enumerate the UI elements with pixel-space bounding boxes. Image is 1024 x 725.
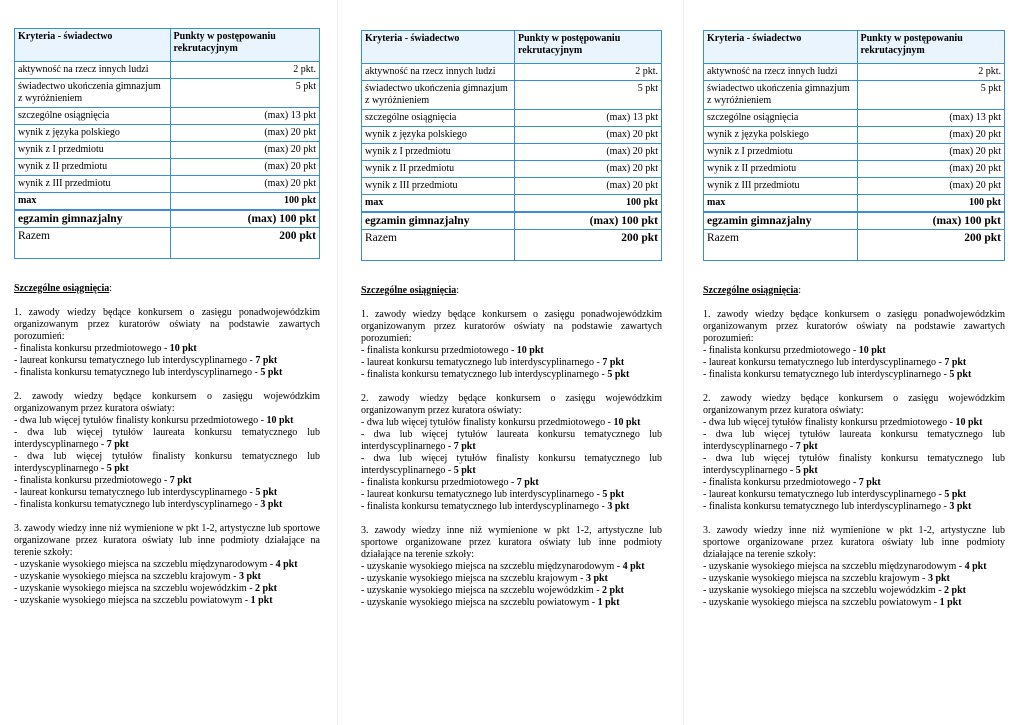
achievement-points: 3 pkt [927,573,950,584]
table-row [15,79,320,108]
achievement-item [703,417,1005,429]
row-label: max [362,195,515,213]
achievement-points: 4 pkt [964,561,987,572]
achievement-text: - dwa lub więcej tytułów laureata konkursu tematycznego lub interdyscyplinarnego - [14,427,320,450]
row-label: świadectwo ukończenia gimnazjum z wyróżnieniem [362,81,515,110]
achievement-points: 4 pkt [622,561,645,572]
achievement-item [14,583,320,595]
achievement-points: 7 pkt [516,477,539,488]
achievement-text: - finalista konkursu przedmiotowego - [361,477,517,488]
achievement-points: 2 pkt [602,585,624,596]
achievement-points: 7 pkt [169,475,192,486]
notes-heading: Szczególne osiągnięcia: [703,285,802,296]
row-points: (max) 20 pkt [170,176,319,193]
section-intro: 2. zawody wiedzy będące konkursem o zasięgu wojewódzkim organizowanym przez kuratora oświaty: [703,393,1005,416]
achievement-item [14,451,320,475]
row-points: (max) 20 pkt [857,144,1005,161]
achievement-text: - finalista konkursu tematycznego lub interdyscyplinarnego - [14,499,261,510]
row-points: (max) 20 pkt [857,161,1005,178]
achievement-text: - uzyskanie wysokiego miejsca na szczeblu międzynarodowym - [703,561,965,572]
section-intro: 3. zawody wiedzy inne niż wymienione w pkt 1-2, artystyczne lub sportowe organizowane przez kuratora oświaty lub inne podmioty działające na terenie szkoły: [14,523,320,558]
header-points: Punkty w postępowaniu rekrutacyjnym [515,31,662,64]
section-2 [14,391,320,511]
achievement-points: 2 pkt [255,583,277,594]
table-row [362,110,662,127]
table-row [15,159,320,176]
achievement-text: - laureat konkursu tematycznego lub interdyscyplinarnego - [703,489,945,500]
row-label: szczególne osiągnięcia [704,110,858,127]
achievement-item [361,357,662,369]
row-label: aktywność na rzecz innych ludzi [704,64,858,81]
achievement-item [703,477,1005,489]
achievement-text: - uzyskanie wysokiego miejsca na szczeblu powiatowym - [703,597,940,608]
achievements-notes [703,285,1005,609]
row-label: szczególne osiągnięcia [15,108,171,125]
achievements-notes [14,283,320,607]
achievement-text: - finalista konkursu przedmiotowego - [361,345,517,356]
table-row [704,144,1005,161]
achievement-points: 5 pkt [944,489,967,500]
row-points: 200 pkt [857,230,1005,261]
row-points: (max) 20 pkt [515,161,662,178]
row-points: (max) 20 pkt [857,178,1005,195]
achievement-item [703,429,1005,453]
leaflet-panel-left [14,28,320,607]
section-2 [361,393,662,513]
achievement-points: 5 pkt [255,487,278,498]
achievement-item [14,427,320,451]
table-row [704,161,1005,178]
achievement-points: 7 pkt [858,477,881,488]
notes-title: Szczególne osiągnięcia [14,283,110,294]
panel-fold-line [337,0,338,725]
achievement-points: 3 pkt [260,499,283,510]
table-row [15,142,320,159]
achievement-points: 5 pkt [607,369,630,380]
achievement-item [14,475,320,487]
row-label: aktywność na rzecz innych ludzi [362,64,515,81]
row-points: (max) 20 pkt [170,159,319,176]
achievement-item [703,345,1005,357]
achievement-text: - dwa lub więcej tytułów finalisty konkursu tematycznego lub interdyscyplinarnego - [361,453,662,476]
row-label: aktywność na rzecz innych ludzi [15,62,171,79]
achievement-text: - uzyskanie wysokiego miejsca na szczeblu powiatowym - [14,595,251,606]
table-row [15,125,320,142]
panel-fold-line [683,0,684,725]
achievement-points: 10 pkt [955,417,983,428]
table-row-max [362,195,662,213]
achievement-points: 7 pkt [255,355,278,366]
row-points: 100 pkt [857,195,1005,213]
achievement-text: - uzyskanie wysokiego miejsca na szczeblu powiatowym - [361,597,598,608]
achievement-points: 10 pkt [516,345,544,356]
row-points: (max) 100 pkt [515,212,662,230]
row-points: 5 pkt [515,81,662,110]
row-label: świadectwo ukończenia gimnazjum z wyróżnieniem [704,81,858,110]
criteria-table [361,30,662,261]
table-row [704,64,1005,81]
row-label: świadectwo ukończenia gimnazjum z wyróżnieniem [15,79,171,108]
achievement-text: - finalista konkursu tematycznego lub interdyscyplinarnego - [703,501,950,512]
table-header-row [704,31,1005,64]
achievement-item [14,343,320,355]
table-row [362,64,662,81]
achievement-points: 5 pkt [106,463,129,474]
achievement-text: - uzyskanie wysokiego miejsca na szczeblu krajowym - [14,571,239,582]
table-row [15,176,320,193]
row-label: egzamin gimnazjalny [15,210,171,228]
header-points: Punkty w postępowaniu rekrutacyjnym [170,29,319,62]
row-points: (max) 20 pkt [170,125,319,142]
achievement-points: 5 pkt [949,369,972,380]
achievement-text: - finalista konkursu tematycznego lub interdyscyplinarnego - [361,369,608,380]
achievement-text: - laureat konkursu tematycznego lub interdyscyplinarnego - [703,357,945,368]
section-intro: 1. zawody wiedzy będące konkursem o zasięgu ponadwojewódzkim organizowanym przez kuratorów oświaty na podstawie zawartych porozumień: [703,309,1005,344]
row-label: szczególne osiągnięcia [362,110,515,127]
achievement-text: - finalista konkursu tematycznego lub interdyscyplinarnego - [361,501,608,512]
header-points: Punkty w postępowaniu rekrutacyjnym [857,31,1005,64]
achievement-points: 2 pkt [944,585,966,596]
notes-title: Szczególne osiągnięcia [703,285,799,296]
row-points: 100 pkt [515,195,662,213]
criteria-table [703,30,1005,261]
row-label: wynik z II przedmiotu [362,161,515,178]
achievement-item [361,573,662,585]
row-points: 2 pkt. [170,62,319,79]
table-row [704,81,1005,110]
row-label: wynik z II przedmiotu [704,161,858,178]
achievement-points: 7 pkt [944,357,967,368]
achievement-text: - uzyskanie wysokiego miejsca na szczeblu wojewódzkim - [361,585,603,596]
achievement-item [703,573,1005,585]
achievement-item [703,357,1005,369]
row-points: (max) 20 pkt [515,144,662,161]
row-points: 200 pkt [515,230,662,261]
notes-heading: Szczególne osiągnięcia: [14,283,113,294]
achievement-item [14,595,320,607]
row-points: 2 pkt. [857,64,1005,81]
table-header-row [15,29,320,62]
achievement-text: - laureat konkursu tematycznego lub interdyscyplinarnego - [361,489,603,500]
achievement-text: - finalista konkursu przedmiotowego - [14,343,170,354]
achievement-points: 1 pkt [597,597,620,608]
section-intro: 3. zawody wiedzy inne niż wymienione w pkt 1-2, artystyczne lub sportowe organizowane przez kuratora oświaty lub inne podmioty działające na terenie szkoły: [703,525,1005,560]
achievement-text: - uzyskanie wysokiego miejsca na szczeblu krajowym - [703,573,928,584]
row-label: egzamin gimnazjalny [362,212,515,230]
achievement-item [14,415,320,427]
section-1 [361,309,662,381]
table-row [704,178,1005,195]
achievements-notes [361,285,662,609]
notes-heading: Szczególne osiągnięcia: [361,285,460,296]
row-label: Razem [15,228,171,259]
section-2 [703,393,1005,513]
achievement-text: - finalista konkursu przedmiotowego - [703,345,859,356]
section-intro: 2. zawody wiedzy będące konkursem o zasięgu wojewódzkim organizowanym przez kuratora oświaty: [14,391,320,414]
section-intro: 1. zawody wiedzy będące konkursem o zasięgu ponadwojewódzkim organizowanym przez kuratorów oświaty na podstawie zawartych porozumień: [361,309,662,344]
achievement-item [14,571,320,583]
achievement-text: - laureat konkursu tematycznego lub interdyscyplinarnego - [14,355,256,366]
achievement-item [703,597,1005,609]
row-points: (max) 20 pkt [515,127,662,144]
row-label: wynik z języka polskiego [15,125,171,142]
achievement-text: - finalista konkursu tematycznego lub interdyscyplinarnego - [14,367,261,378]
achievement-points: 4 pkt [275,559,298,570]
table-row [704,110,1005,127]
row-points: 200 pkt [170,228,319,259]
row-points: 2 pkt. [515,64,662,81]
table-row [362,81,662,110]
row-label: max [15,193,171,211]
achievement-item [14,487,320,499]
table-row [362,127,662,144]
row-label: Razem [704,230,858,261]
table-row [362,178,662,195]
achievement-points: 5 pkt [795,465,818,476]
achievement-text: - finalista konkursu tematycznego lub interdyscyplinarnego - [703,369,950,380]
table-row-total [704,230,1005,261]
achievement-points: 7 pkt [795,441,818,452]
leaflet-panel-right [703,30,1005,609]
section-1 [703,309,1005,381]
achievement-text: - uzyskanie wysokiego miejsca na szczeblu wojewódzkim - [14,583,256,594]
achievement-item [361,453,662,477]
achievement-text: - finalista konkursu przedmiotowego - [703,477,859,488]
achievement-text: - dwa lub więcej tytułów finalisty konkursu przedmiotowego - [703,417,956,428]
achievement-text: - uzyskanie wysokiego miejsca na szczeblu wojewódzkim - [703,585,945,596]
row-label: max [704,195,858,213]
row-points: (max) 100 pkt [857,212,1005,230]
table-header-row [362,31,662,64]
achievement-points: 10 pkt [266,415,294,426]
section-intro: 2. zawody wiedzy będące konkursem o zasięgu wojewódzkim organizowanym przez kuratora oświaty: [361,393,662,416]
table-row-max [15,193,320,211]
table-row-exam [704,212,1005,230]
achievement-item [361,597,662,609]
row-label: egzamin gimnazjalny [704,212,858,230]
row-points: (max) 13 pkt [515,110,662,127]
achievement-points: 5 pkt [260,367,283,378]
achievement-points: 10 pkt [169,343,197,354]
row-points: (max) 20 pkt [515,178,662,195]
achievement-item [703,561,1005,573]
achievement-points: 5 pkt [602,489,625,500]
section-intro: 3. zawody wiedzy inne niż wymienione w pkt 1-2, artystyczne lub sportowe organizowane przez kuratora oświaty lub inne podmioty działające na terenie szkoły: [361,525,662,560]
row-label: wynik z III przedmiotu [362,178,515,195]
section-3 [361,525,662,609]
header-criteria: Kryteria - świadectwo [704,31,858,64]
header-criteria: Kryteria - świadectwo [362,31,515,64]
achievement-points: 10 pkt [613,417,641,428]
achievement-item [703,489,1005,501]
achievement-item [14,355,320,367]
achievement-item [361,345,662,357]
table-row [15,62,320,79]
achievement-item [14,499,320,511]
notes-title: Szczególne osiągnięcia [361,285,457,296]
achievement-text: - uzyskanie wysokiego miejsca na szczeblu międzynarodowym - [14,559,276,570]
achievement-item [703,453,1005,477]
achievement-text: - dwa lub więcej tytułów finalisty konkursu tematycznego lub interdyscyplinarnego - [14,451,320,474]
achievement-text: - dwa lub więcej tytułów laureata konkursu tematycznego lub interdyscyplinarnego - [361,429,662,452]
row-label: wynik z języka polskiego [362,127,515,144]
row-points: (max) 13 pkt [170,108,319,125]
row-points: (max) 20 pkt [857,127,1005,144]
row-label: wynik z II przedmiotu [15,159,171,176]
achievement-text: - dwa lub więcej tytułów finalisty konkursu przedmiotowego - [14,415,267,426]
achievement-item [361,501,662,513]
achievement-text: - laureat konkursu tematycznego lub interdyscyplinarnego - [361,357,603,368]
row-points: (max) 13 pkt [857,110,1005,127]
achievement-text: - finalista konkursu przedmiotowego - [14,475,170,486]
table-row-exam [15,210,320,228]
section-1 [14,307,320,379]
table-row [15,108,320,125]
achievement-points: 7 pkt [453,441,476,452]
achievement-text: - uzyskanie wysokiego miejsca na szczeblu międzynarodowym - [361,561,623,572]
achievement-points: 3 pkt [949,501,972,512]
section-intro: 1. zawody wiedzy będące konkursem o zasięgu ponadwojewódzkim organizowanym przez kuratorów oświaty na podstawie zawartych porozumień: [14,307,320,342]
achievement-item [361,369,662,381]
achievement-item [361,489,662,501]
row-label: wynik z I przedmiotu [362,144,515,161]
row-label: wynik z III przedmiotu [15,176,171,193]
achievement-points: 10 pkt [858,345,886,356]
row-label: wynik z I przedmiotu [15,142,171,159]
row-label: wynik z III przedmiotu [704,178,858,195]
table-row [362,161,662,178]
achievement-item [703,501,1005,513]
achievement-item [703,585,1005,597]
row-label: wynik z I przedmiotu [704,144,858,161]
row-points: (max) 100 pkt [170,210,319,228]
table-row-max [704,195,1005,213]
achievement-item [14,559,320,571]
section-3 [14,523,320,607]
achievement-text: - dwa lub więcej tytułów finalisty konkursu przedmiotowego - [361,417,614,428]
achievement-points: 7 pkt [602,357,625,368]
achievement-text: - dwa lub więcej tytułów laureata konkursu tematycznego lub interdyscyplinarnego - [703,429,1005,452]
achievement-item [361,429,662,453]
table-row [704,127,1005,144]
table-row-total [15,228,320,259]
table-row-total [362,230,662,261]
leaflet-panel-middle [361,30,662,609]
achievement-points: 3 pkt [607,501,630,512]
row-label: Razem [362,230,515,261]
row-label: wynik z języka polskiego [704,127,858,144]
achievement-item [361,585,662,597]
row-points: (max) 20 pkt [170,142,319,159]
table-row-exam [362,212,662,230]
achievement-text: - uzyskanie wysokiego miejsca na szczeblu krajowym - [361,573,586,584]
achievement-text: - dwa lub więcej tytułów finalisty konkursu tematycznego lub interdyscyplinarnego - [703,453,1005,476]
criteria-table [14,28,320,259]
achievement-points: 1 pkt [250,595,273,606]
achievement-item [703,369,1005,381]
achievement-item [361,477,662,489]
achievement-points: 3 pkt [238,571,261,582]
row-points: 5 pkt [170,79,319,108]
row-points: 5 pkt [857,81,1005,110]
achievement-text: - laureat konkursu tematycznego lub interdyscyplinarnego - [14,487,256,498]
achievement-points: 5 pkt [453,465,476,476]
achievement-points: 3 pkt [585,573,608,584]
achievement-item [361,561,662,573]
header-criteria: Kryteria - świadectwo [15,29,171,62]
table-row [362,144,662,161]
achievement-points: 1 pkt [939,597,962,608]
achievement-item [361,417,662,429]
achievement-points: 7 pkt [106,439,129,450]
achievement-item [14,367,320,379]
section-3 [703,525,1005,609]
row-points: 100 pkt [170,193,319,211]
